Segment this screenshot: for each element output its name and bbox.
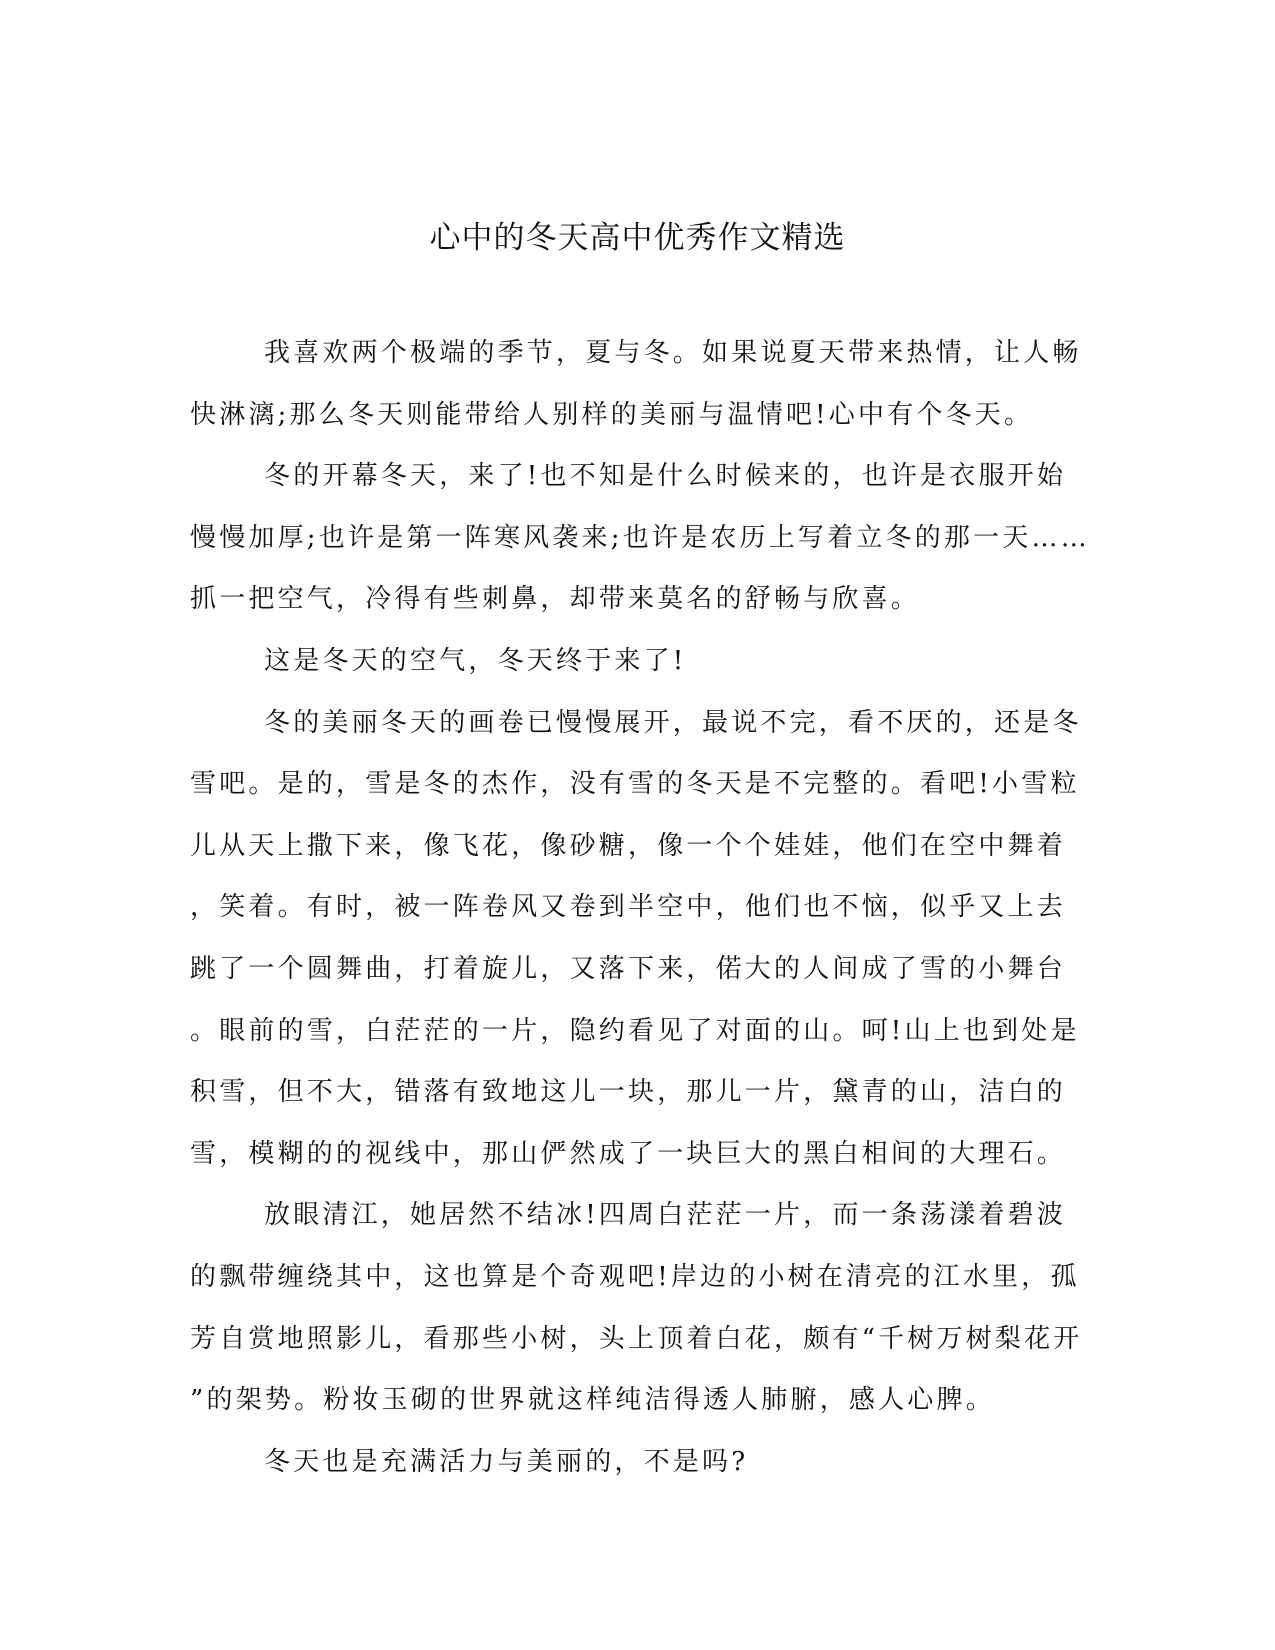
paragraph-line: 抓一把空气，冷得有些刺鼻，却带来莫名的舒畅与欣喜。 — [190, 584, 921, 615]
paragraph-line: 。眼前的雪，白茫茫的一片，隐约看见了对面的山。呵!山上也到处是 — [190, 1015, 1080, 1046]
paragraph-first-line: 放眼清江，她居然不结冰!四周白茫茫一片，而一条荡漾着碧波 — [264, 1200, 1067, 1231]
paragraph-line: 儿从天上撒下来，像飞花，像砂糖，像一个个娃娃，他们在空中舞着 — [190, 830, 1067, 861]
paragraph-first-line: 冬天也是充满活力与美丽的，不是吗? — [264, 1446, 749, 1477]
paragraph-line: ，笑着。有时，被一阵卷风又卷到半空中，他们也不恼，似乎又上去 — [190, 892, 1067, 923]
document-title: 心中的冬天高中优秀作文精选 — [429, 220, 846, 256]
paragraph-first-line: 我喜欢两个极端的季节，夏与冬。如果说夏天带来热情，让人畅 — [264, 338, 1082, 368]
paragraph-first-line: 这是冬天的空气，冬天终于来了! — [264, 645, 687, 676]
document-body — [190, 331, 1090, 1501]
paragraph-first-line: 冬的开幕冬天，来了!也不知是什么时候来的，也许是衣服开始 — [264, 461, 1067, 492]
paragraph-line: 积雪，但不大，错落有致地这儿一块，那儿一片，黛青的山，洁白的 — [190, 1077, 1067, 1108]
paragraph-line: ”的架势。粉妆玉砌的世界就这样纯洁得透人肺腑，感人心脾。 — [190, 1385, 995, 1416]
paragraph-line: 的飘带缠绕其中，这也算是个奇观吧!岸边的小树在清亮的江水里，孤 — [190, 1261, 1080, 1292]
paragraph-first-line: 冬的美丽冬天的画卷已慢慢展开，最说不完，看不厌的，还是冬 — [264, 707, 1082, 738]
paragraph-line: 跳了一个圆舞曲，打着旋儿，又落下来，偌大的人间成了雪的小舞台 — [190, 953, 1067, 984]
paragraph-line: 快淋漓;那么冬天则能带给人别样的美丽与温情吧!心中有个冬天。 — [190, 399, 1034, 430]
paragraph-line: 雪吧。是的，雪是冬的杰作，没有雪的冬天是不完整的。看吧!小雪粒 — [190, 769, 1080, 800]
paragraph-line: 芳自赏地照影儿，看那些小树，头上顶着白花，颇有“千树万树梨花开 — [190, 1323, 1083, 1354]
paragraph-line: 慢慢加厚;也许是第一阵寒风袭来;也许是农历上写着立冬的那一天…… — [190, 522, 1090, 553]
paragraph-line: 雪，模糊的的视线中，那山俨然成了一块巨大的黑白相间的大理石。 — [190, 1138, 1067, 1169]
